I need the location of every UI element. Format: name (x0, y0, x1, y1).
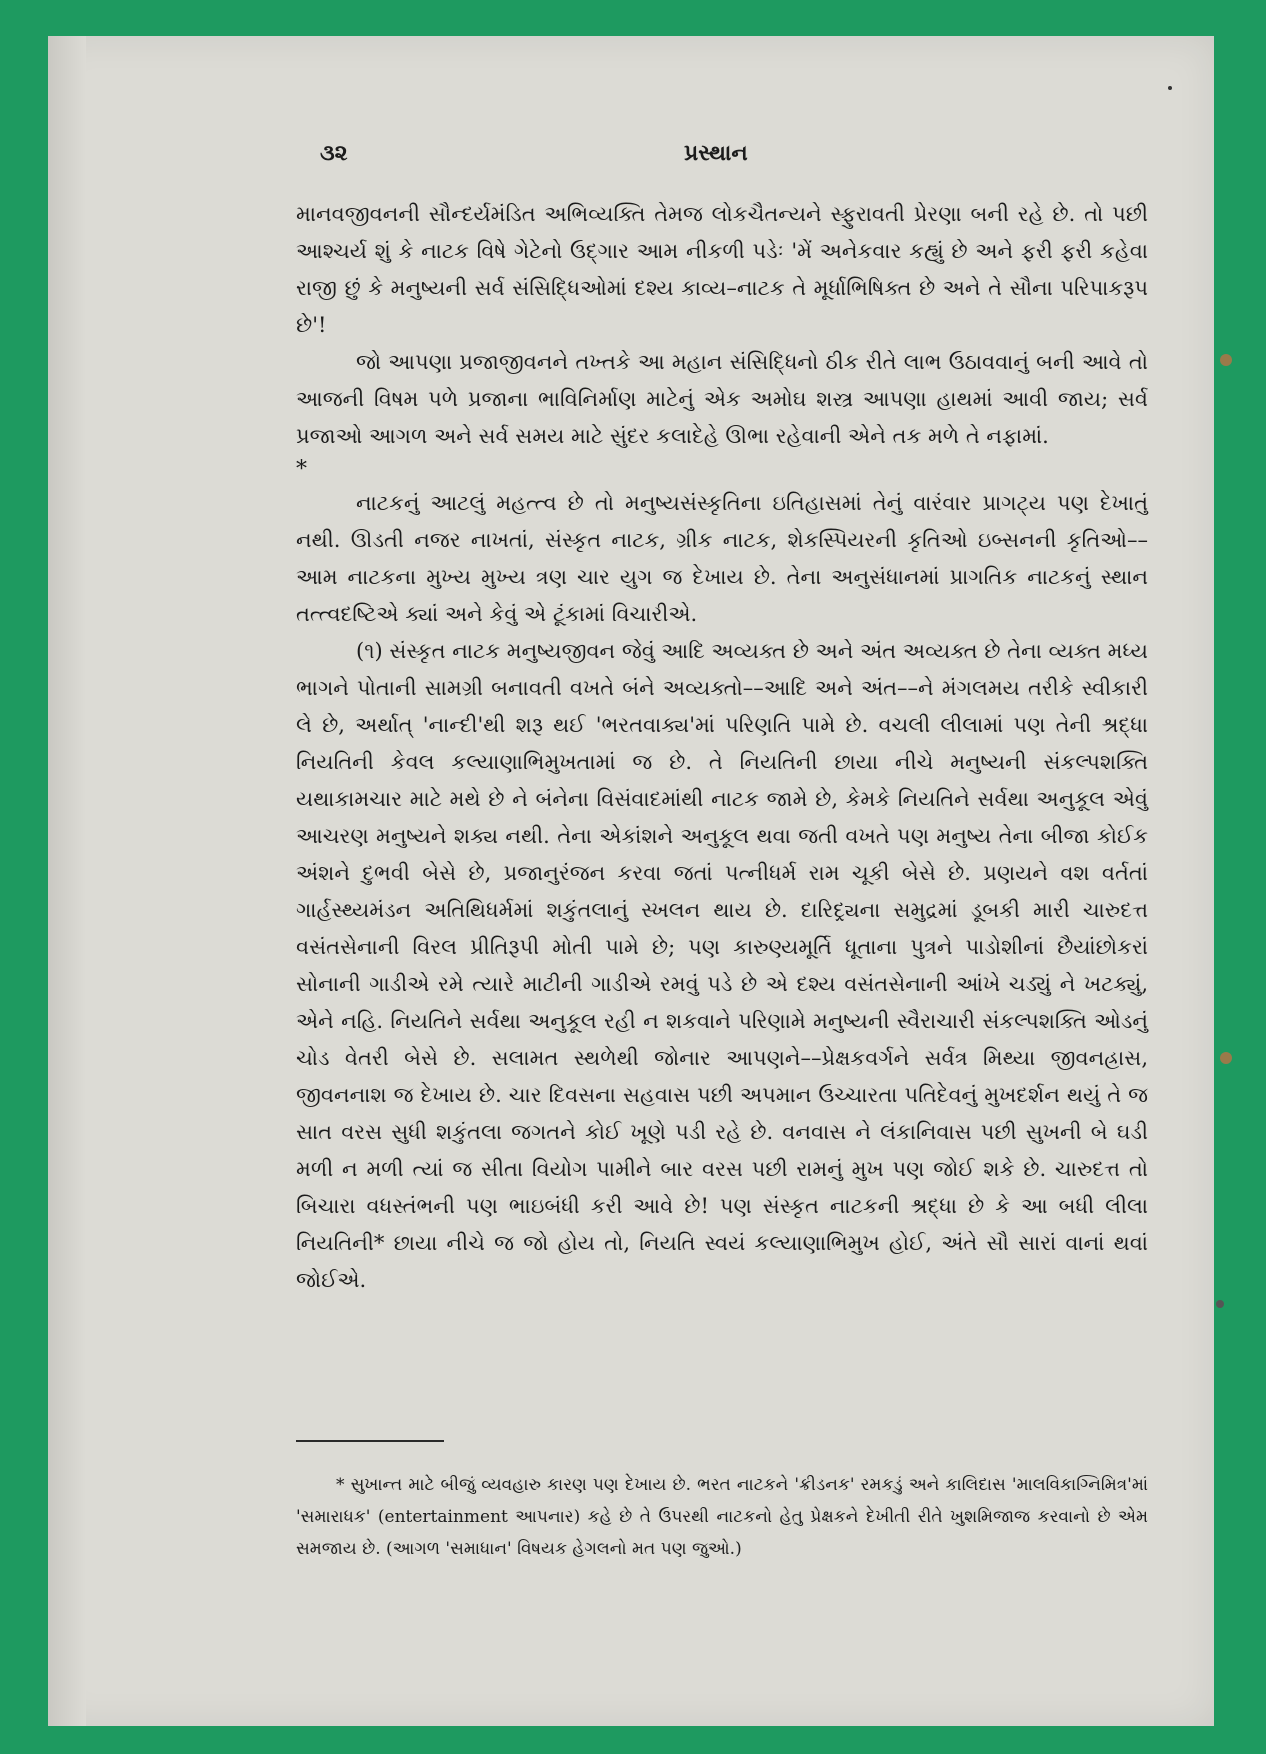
paper-mark (1220, 1052, 1232, 1064)
running-title: પ્રસ્થાન (684, 140, 748, 166)
page-number: ૩૨ (320, 140, 348, 166)
paragraph: નાટકનું આટલું મહત્ત્વ છે તો મનુષ્યસંસ્કૃતિના ઇતિહાસમાં તેનું વારંવાર પ્રાગટ્ય પણ દેખાતું નથી. ઊડતી નજર નાખતાં, સંસ્કૃત નાટક, ગ્રીક નાટક, શેકસ્પિયરની કૃતિઓ ઇબ્સનની કૃતિઓ––આમ નાટકના મુખ્ય મુખ્ય ત્રણ ચાર યુગ જ દેખાય છે. તેના અનુસંધાનમાં પ્રાગતિક નાટકનું સ્થાન તત્ત્વદષ્ટિએ ક્યાં અને કેવું એ ટૂંકામાં વિચારીએ. (296, 491, 1148, 626)
footnote-divider (296, 1440, 444, 1442)
paper-mark (1216, 1300, 1224, 1308)
paragraph: જો આપણા પ્રજાજીવનને તખ્તકે આ મહાન સંસિદ્ધિનો ઠીક રીતે લાભ ઉઠાવવાનું બની આવે તો આજની વિષમ પળે પ્રજાના ભાવિનિર્માણ માટેનું એક અમોઘ શસ્ત્ર આપણા હાથમાં આવી જાય; સર્વ પ્રજાઓ આગળ અને સર્વ સમય માટે સુંદર કલાદેહે ઊભા રહેવાની એને તક મળે તે નફામાં. (296, 350, 1148, 448)
page-header (320, 140, 1080, 180)
paragraph: (૧) સંસ્કૃત નાટક મનુષ્યજીવન જેવું આદિ અવ્યક્ત છે અને અંત અવ્યક્ત છે તેના વ્યક્ત મધ્ય ભાગને પોતાની સામગ્રી બનાવતી વખતે બંને અવ્યક્તો––આદિ અને અંત––ને મંગલમય તરીકે સ્વીકારી લે છે, અર્થાત્ 'નાન્દી'થી શરૂ થઈ 'ભરતવાક્ય'માં પરિણતિ પામે છે. વચલી લીલામાં પણ તેની શ્રદ્ધા નિયતિની કેવલ કલ્યાણાભિમુખતામાં જ છે. તે નિયતિની છાયા નીચે મનુષ્યની સંકલ્પશક્તિ યથાકામચાર માટે મથે છે ને બંનેના વિસંવાદમાંથી નાટક જામે છે, કેમકે નિયતિને સર્વથા અનુકૂલ એવું આચરણ મનુષ્યને શક્ય નથી. તેના એકાંશને અનુકૂલ થવા જતી વખતે પણ મનુષ્ય તેના બીજા કોઈક અંશને દુભવી બેસે છે, પ્રજાનુરંજન કરવા જતાં પત્નીધર્મ રામ ચૂકી બેસે છે. પ્રણયને વશ વર્તતાં ગાર્હસ્થ્યમંડન અતિથિધર્મમાં શકુંતલાનું સ્ખલન થાય છે. દારિદ્ર્યના સમુદ્રમાં ડૂબકી મારી ચારુદત્ત વસંતસેનાની વિરલ પ્રીતિરૂપી મોતી પામે છે; પણ કારુણ્યમૂર્તિ ધૂતાના પુત્રને પાડોશીનાં છૈયાંછોકરાં સોનાની ગાડીએ રમે ત્યારે માટીની ગાડીએ રમવું પડે છે એ દશ્ય વસંતસેનાની આંખે ચડ્યું ને ખટક્યું, એને નહિ. નિયતિને સર્વથા અનુકૂલ રહી ન શકવાને પરિણામે મનુષ્યની સ્વૈરાચારી સંકલ્પશક્તિ ઓડનું ચોડ વેતરી બેસે છે. સલામત સ્થળેથી જોનાર આપણને––પ્રેક્ષકવર્ગને સર્વત્ર મિથ્યા જીવનહ્રાસ, જીવનનાશ જ દેખાય છે. ચાર દિવસના સહવાસ પછી અપમાન ઉચ્ચારતા પતિદેવનું મુખદર્શન થયું તે જ સાત વરસ સુધી શકુંતલા જગતને કોઈ ખૂણે પડી રહે છે. વનવાસ ને લંકાનિવાસ પછી સુખની બે ઘડી મળી ન મળી ત્યાં જ સીતા વિયોગ પામીને બાર વરસ પછી રામનું મુખ પણ જોઈ શકે છે. ચારુદત્ત તો બિચારા વધસ્તંભની પણ ભાઇબંધી કરી આવે છે! પણ સંસ્કૃત નાટકની શ્રદ્ધા છે કે આ બધી લીલા નિયતિની* છાયા નીચે જ જો હોય તો, નિયતિ સ્વયં કલ્યાણાભિમુખ હોઈ, અંતે સૌ સારાં વાનાં થવાં જોઈએ. (296, 639, 1148, 1292)
paper-mark (1220, 354, 1232, 366)
paragraph: માનવજીવનની સૌન્દર્યમંડિત અભિવ્યક્તિ તેમજ લોકચૈતન્યને સ્ફુરાવતી પ્રેરણા બની રહે છે. તો પછી આશ્ચર્ય શું કે નાટક વિષે ગેટેનો ઉદ્ગાર આમ નીકળી પડેઃ 'મેં અનેકવાર કહ્યું છે અને ફરી ફરી કહેવા રાજી છું કે મનુષ્યની સર્વ સંસિદ્ધિઓમાં દશ્ય કાવ્ય–નાટક તે મૂર્ધાભિષિક્ત છે અને તે સૌના પરિપાકરૂપ છે'! (296, 202, 1148, 337)
body-text (296, 196, 1148, 1299)
paper-speck (1168, 86, 1172, 90)
footnote: * સુખાન્ત માટે બીજું વ્યવહારુ કારણ પણ દેખાય છે. ભરત નાટકને 'ક્રીડનક' રમકડું અને કાલિદાસ 'માલવિકાગ્નિમિત્ર'માં 'સમારાધક' (entertainment આપનાર) કહે છે તે ઉપરથી નાટકનો હેતુ પ્રેક્ષકને દેખીતી રીતે ખુશમિજાજ કરવાનો છે એમ સમજાય છે. (આગળ 'સમાધાન' વિષયક હેગલનો મત પણ જુઓ.) (296, 1475, 1148, 1559)
section-separator: * (296, 457, 307, 482)
